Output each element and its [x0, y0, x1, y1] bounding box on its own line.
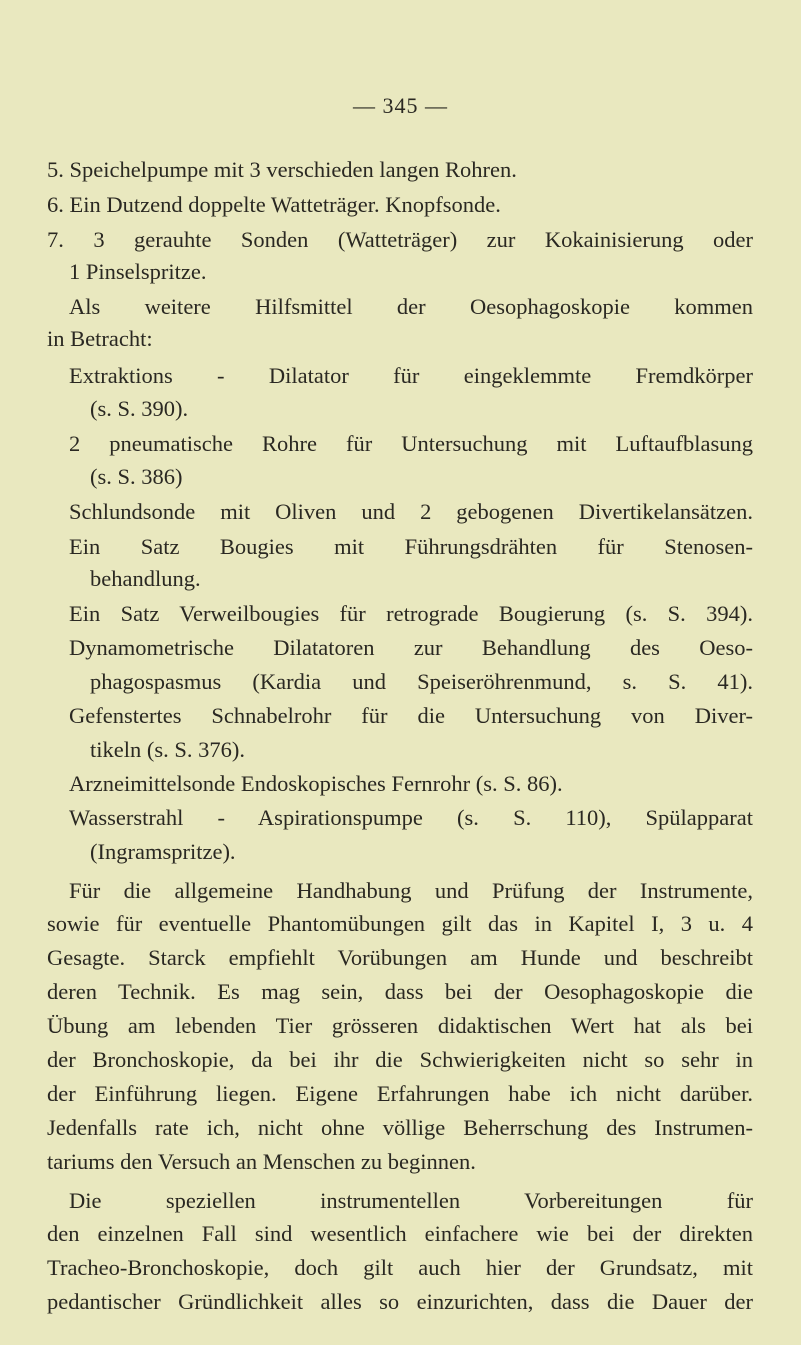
- list-item: Schlundsonde mit Oliven und 2 gebogenen Divertikelansätzen.: [69, 499, 753, 524]
- list-item-7-cont: 1 Pinselspritze.: [69, 259, 207, 284]
- list-item: Ein Satz Verweilbougies für retrograde Bougierung (s. S. 394).: [69, 601, 753, 626]
- list-item: Ein Satz Bougies mit Führungsdrähten für Stenosen-: [69, 534, 753, 559]
- paragraph-line: der Einführung liegen. Eigene Erfahrungen habe ich nicht darüber.: [47, 1081, 753, 1106]
- list-item-7: 7. 3 gerauhte Sonden (Watteträger) zur Kokainisierung oder: [47, 227, 753, 252]
- list-item: 2 pneumatische Rohre für Untersuchung mit Luftaufblasung: [69, 431, 753, 456]
- list-item: Arzneimittelsonde Endoskopisches Fernrohr (s. S. 86).: [69, 771, 563, 796]
- paragraph-line: Jedenfalls rate ich, nicht ohne völlige Beherrschung des Instrumen-: [47, 1115, 753, 1140]
- page-number: — 345 —: [353, 93, 448, 118]
- paragraph-line: sowie für eventuelle Phantomübungen gilt das in Kapitel I, 3 u. 4: [47, 911, 753, 936]
- list-item-cont: phagospasmus (Kardia und Speiseröhrenmund, s. S. 41).: [90, 669, 753, 694]
- paragraph-line: Gesagte. Starck empfiehlt Vorübungen am Hunde und beschreibt: [47, 945, 753, 970]
- paragraph-line: Übung am lebenden Tier grösseren didaktischen Wert hat als bei: [47, 1013, 753, 1038]
- list-item-cont: tikeln (s. S. 376).: [90, 737, 245, 762]
- list-item: Dynamometrische Dilatatoren zur Behandlung des Oeso-: [69, 635, 753, 660]
- paragraph-line: den einzelnen Fall sind wesentlich einfachere wie bei der direkten: [47, 1221, 753, 1246]
- list-item-cont: (s. S. 390).: [90, 396, 189, 421]
- paragraph-line: der Bronchoskopie, da bei ihr die Schwierigkeiten nicht so sehr in: [47, 1047, 753, 1072]
- list-item: Extraktions - Dilatator für eingeklemmte Fremdkörper: [69, 363, 753, 388]
- list-item-cont: (s. S. 386): [90, 464, 183, 489]
- paragraph-line: in Betracht:: [47, 326, 153, 351]
- list-item: Wasserstrahl - Aspirationspumpe (s. S. 110), Spülapparat: [69, 805, 753, 830]
- paragraph-line: Die speziellen instrumentellen Vorbereitungen für: [69, 1188, 753, 1213]
- list-item-cont: (Ingramspritze).: [90, 839, 236, 864]
- list-item-5: 5. Speichelpumpe mit 3 verschieden langen Rohren.: [47, 157, 517, 182]
- list-item: Gefenstertes Schnabelrohr für die Untersuchung von Diver-: [69, 703, 753, 728]
- paragraph-line: tariums den Versuch an Menschen zu beginnen.: [47, 1149, 476, 1174]
- paragraph-line: deren Technik. Es mag sein, dass bei der Oesophagoskopie die: [47, 979, 753, 1004]
- paragraph-line: Als weitere Hilfsmittel der Oesophagoskopie kommen: [69, 294, 753, 319]
- list-item-cont: behandlung.: [90, 566, 201, 591]
- paragraph-line: pedantischer Gründlichkeit alles so einzurichten, dass die Dauer der: [47, 1289, 753, 1314]
- list-item-6: 6. Ein Dutzend doppelte Watteträger. Knopfsonde.: [47, 192, 501, 217]
- paragraph-line: Tracheo-Bronchoskopie, doch gilt auch hier der Grundsatz, mit: [47, 1255, 753, 1280]
- paragraph-line: Für die allgemeine Handhabung und Prüfung der Instrumente,: [69, 878, 753, 903]
